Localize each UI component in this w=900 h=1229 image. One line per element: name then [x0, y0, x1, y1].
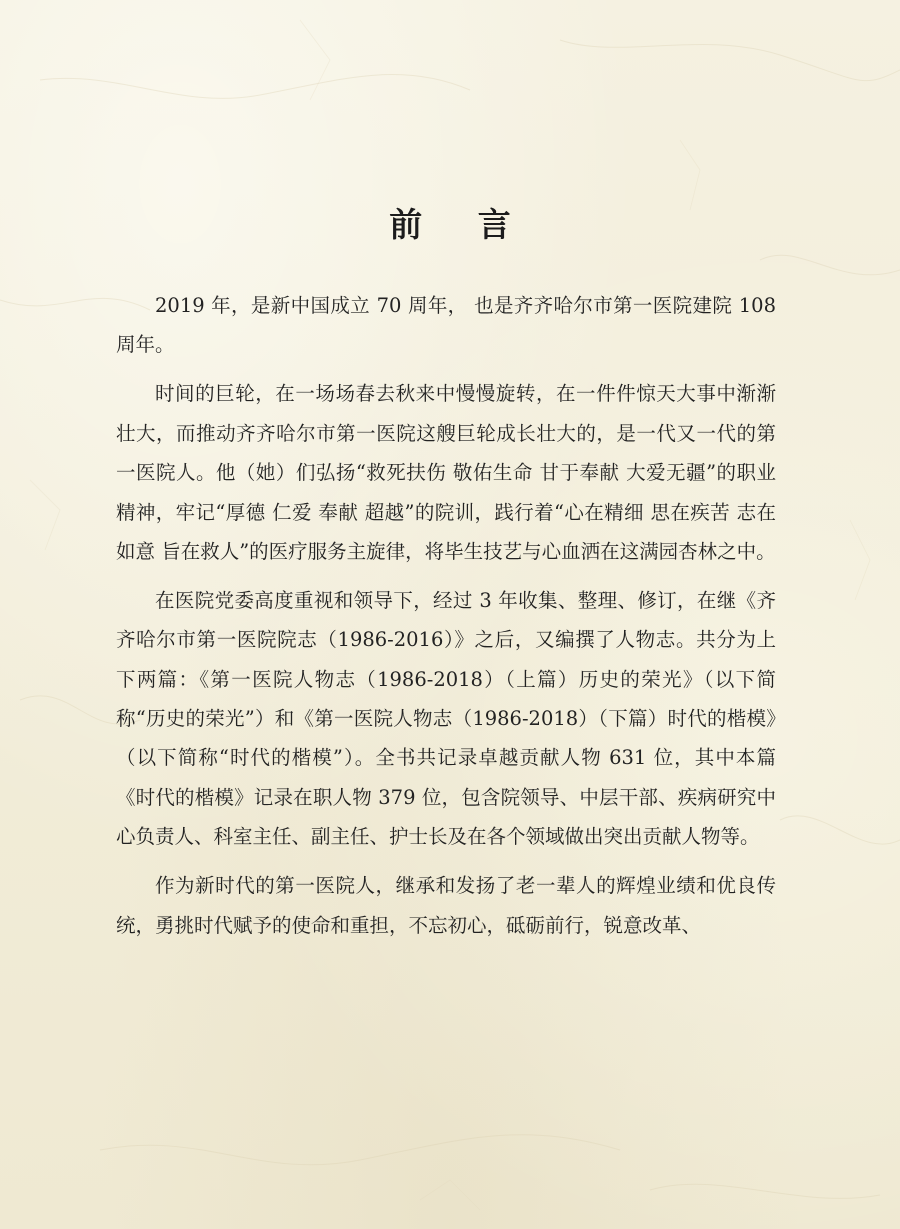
paragraph: 在医院党委高度重视和领导下，经过 3 年收集、整理、修订，在继《齐齐哈尔市第一医院院志（1986-2016）》之后，又编撰了人物志。共分为上下两篇：《第一医院人物志（1986-2018）（上篇）历史的荣光》（以下简称“历史的荣光”）和《第一医院人物志（1986-2018）（下篇）时代的楷模》（以下简称“时代的楷模”）。全书共记录卓越贡献人物 631 位，其中本篇《时代的楷模》记录在职人物 379 位，包含院领导、中层干部、疾病研究中心负责人、科室主任、副主任、护士长及在各个领域做出突出贡献人物等。 — [116, 588, 776, 849]
page-title: 前 言 — [389, 205, 533, 244]
paragraph: 时间的巨轮，在一场场春去秋来中慢慢旋转，在一件件惊天大事中渐渐壮大，而推动齐齐哈尔市第一医院这艘巨轮成长壮大的，是一代又一代的第一医院人。他（她）们弘扬“救死扶伤 敬佑生命 甘于奉献 大爱无疆”的职业精神，牢记“厚德 仁爱 奉献 超越”的院训，践行着“心在精细 思在疾苦 志在如意 旨在救人”的医疗服务主旋律，将毕生技艺与心血洒在这满园杏林之中。 — [116, 382, 776, 563]
paragraph: 作为新时代的第一医院人，继承和发扬了老一辈人的辉煌业绩和优良传统，勇挑时代赋予的使命和重担，不忘初心，砥砺前行，锐意改革、 — [116, 874, 776, 937]
paragraph: 2019 年，是新中国成立 70 周年， 也是齐齐哈尔市第一医院建院 108 周年。 — [116, 294, 776, 357]
preface-body — [116, 286, 776, 955]
